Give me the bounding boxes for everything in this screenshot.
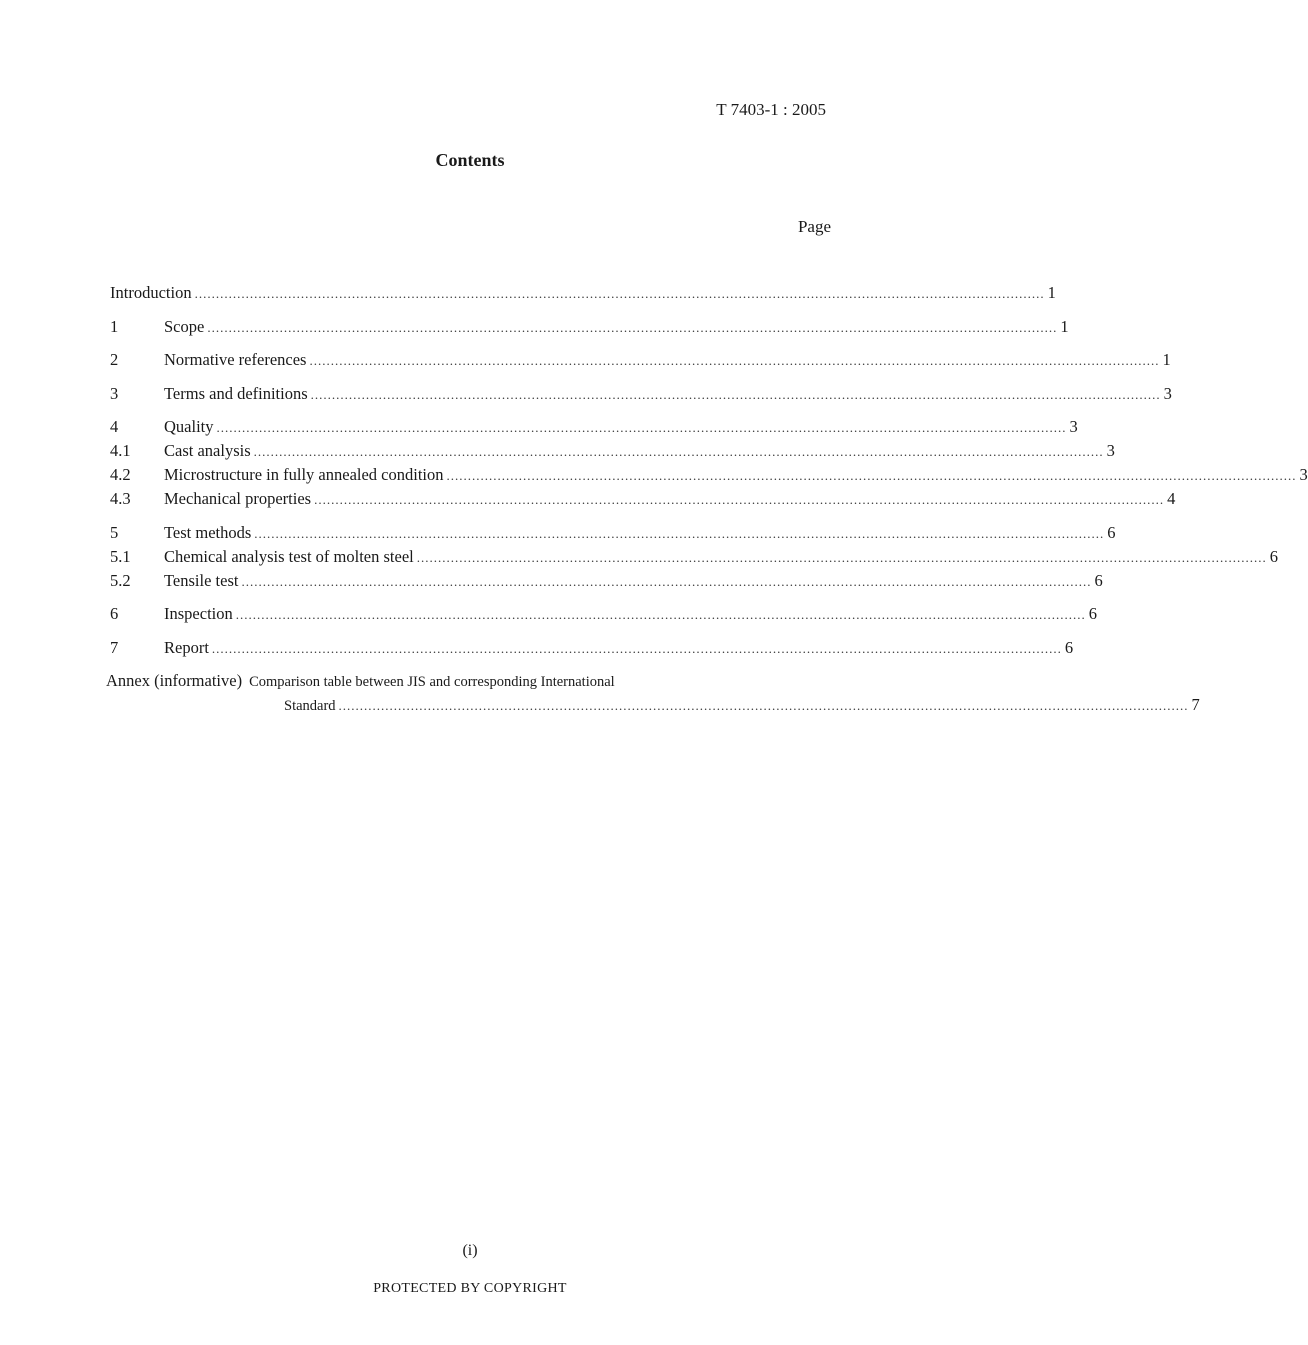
toc-entry-test-methods[interactable] [110,521,1116,545]
toc-entry-label: Terms and definitions [164,383,308,403]
leader-dots: ........................................................................................................................................................................................................ [216,420,1067,435]
page-column-header: Page [797,217,831,236]
toc-entry-number: 5.1 [110,546,131,566]
toc-entry-label: Mechanical properties [164,489,312,508]
toc-entry-page: 3 [1069,417,1078,436]
toc-entry-page: 6 [1094,570,1103,590]
leader-dots: ........................................................................................................................................................................................................ [309,353,1160,368]
toc-entry-introduction[interactable] [110,281,1056,305]
toc-entry-tensile-test[interactable] [110,569,1103,593]
copyright-notice: PROTECTED BY COPYRIGHT [373,1281,567,1296]
toc-entry-label: Quality [164,417,214,436]
toc-entry-label: Microstructure in fully annealed condition [164,465,444,484]
toc-entry-page: 4 [1167,489,1176,508]
toc-entry-number: 5 [110,522,119,542]
toc-entry-page: 1 [1047,283,1056,302]
leader-dots: ........................................................................................................................................................................................................ [207,319,1058,335]
table-of-contents [106,281,1308,717]
document-number: T 7403-1 : 2005 [716,100,826,119]
toc-entry-label: Introduction [110,283,192,302]
page-title: Contents [435,150,505,170]
toc-entry-number: 6 [110,604,119,623]
toc-entry-report[interactable] [110,636,1074,660]
toc-entry-quality[interactable] [110,415,1078,439]
annex-title-line2: Standard [284,698,336,714]
toc-entry-cast-analysis[interactable] [110,439,1115,463]
toc-entry-number: 4 [110,417,119,436]
toc-entry-mechanical-properties[interactable] [110,487,1176,511]
leader-dots: ........................................................................................................................................................................................................ [235,607,1086,622]
toc-entry-page: 6 [1107,522,1116,542]
annex-prefix: Annex (informative) [106,671,243,690]
toc-entry-annex-continued[interactable] [110,693,1200,717]
toc-entry-label: Chemical analysis test of molten steel [164,546,414,566]
toc-entry-number: 5.2 [110,570,131,590]
leader-dots: ........................................................................................................................................................................................................ [254,525,1105,541]
toc-entry-scope[interactable] [110,315,1069,339]
toc-entry-label: Test methods [164,522,252,542]
leader-dots: ........................................................................................................................................................................................................ [253,444,1104,459]
leader-dots: ........................................................................................................................................................................................................ [314,492,1165,507]
toc-entry-page: 3 [1106,441,1115,460]
annex-title-line1: Comparison table between JIS and corresponding International [249,674,615,690]
toc-entry-label: Normative references [164,350,307,369]
footer-page-number: (i) [462,1242,478,1259]
toc-entry-page: 6 [1088,604,1097,623]
leader-dots: ........................................................................................................................................................................................................ [446,468,1297,483]
toc-entry-inspection[interactable] [110,602,1097,626]
toc-entry-page: 6 [1269,546,1278,566]
toc-entry-label: Tensile test [164,570,239,590]
toc-entry-number: 3 [110,383,119,403]
toc-entry-number: 2 [110,350,119,369]
toc-entry-label: Inspection [164,604,233,623]
toc-entry-label: Cast analysis [164,441,251,460]
toc-entry-page: 6 [1064,637,1074,657]
toc-entry-microstructure[interactable] [110,463,1308,487]
toc-entry-label: Scope [164,316,205,336]
toc-entry-chemical-analysis[interactable] [110,545,1278,569]
toc-entry-page: 1 [1162,350,1171,369]
leader-dots: ........................................................................................................................................................................................................ [338,698,1189,713]
toc-entry-page: 7 [1191,695,1200,714]
toc-entry-page: 1 [1060,316,1069,336]
toc-entry-number: 1 [110,316,119,336]
leader-dots: ........................................................................................................................................................................................................ [310,386,1161,402]
toc-entry-normative-references[interactable] [110,348,1171,372]
leader-dots: ........................................................................................................................................................................................................ [241,573,1092,589]
leader-dots: ........................................................................................................................................................................................................ [416,549,1267,565]
toc-entry-number: 4.1 [110,441,131,460]
toc-entry-page: 3 [1163,383,1172,403]
toc-entry-annex[interactable] [106,669,812,693]
leader-dots: ........................................................................................................................................................................................................ [211,640,1062,656]
toc-entry-label: Report [164,637,209,657]
leader-dots: ........................................................................................................................................................................................................ [194,286,1045,301]
toc-entry-number: 4.3 [110,489,131,508]
toc-entry-number: 7 [110,637,119,657]
toc-entry-page: 3 [1299,465,1308,484]
toc-entry-terms-definitions[interactable] [110,382,1172,406]
toc-entry-number: 4.2 [110,465,131,484]
